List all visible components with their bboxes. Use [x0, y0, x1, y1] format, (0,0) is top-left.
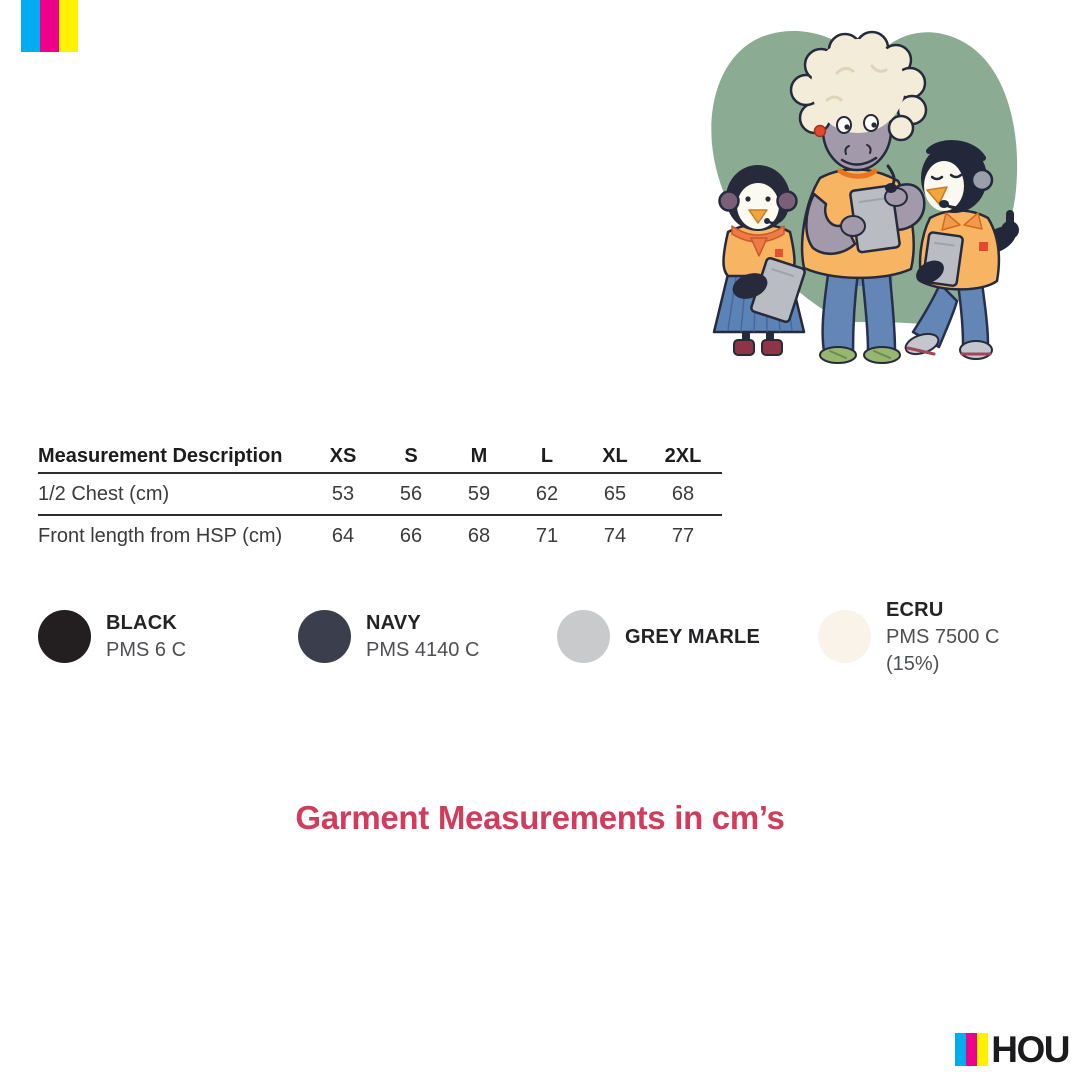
cell-value: 77 — [671, 524, 695, 547]
cell-value: 64 — [331, 524, 355, 547]
cell-value: 56 — [399, 482, 423, 505]
colorway-name: NAVY — [366, 612, 421, 634]
column-header-m: M — [470, 445, 488, 467]
granny-leg — [823, 268, 858, 351]
granny-eye — [864, 115, 878, 131]
ecru-swatch-circle — [818, 610, 871, 663]
penguin-right-thumb — [1006, 210, 1014, 226]
colorway-pms: PMS 6 C — [106, 639, 187, 661]
cell-value: 66 — [399, 524, 423, 547]
page-title: Garment Measurements in cm’s — [295, 799, 785, 836]
logo-cyan-bar — [955, 1033, 966, 1066]
penguin-left-boot — [734, 340, 754, 355]
black-swatch-circle — [38, 610, 91, 663]
grey-marle-swatch-circle — [557, 610, 610, 663]
cell-value: 65 — [603, 482, 627, 505]
support-team-illustration — [692, 18, 1032, 370]
cell-value: 68 — [671, 482, 695, 505]
cmyk-print-marks — [21, 0, 78, 52]
cyan-bar — [21, 0, 40, 52]
column-header-xl: XL — [602, 445, 628, 467]
penguin-left-chest-tag — [775, 249, 783, 257]
row-label: 1/2 Chest (cm) — [38, 482, 170, 505]
column-header-l: L — [540, 445, 554, 467]
colorway-black — [38, 610, 186, 664]
penguin-left-earmuff — [720, 192, 739, 211]
penguin-right-mic — [939, 200, 949, 208]
penguin-left-earmuff — [778, 192, 797, 211]
logo-text: HOU — [991, 1029, 1069, 1070]
row-label: Front length from HSP (cm) — [38, 524, 283, 547]
column-header-description: Measurement Description — [38, 445, 283, 467]
penguin-right-ear-cup — [972, 170, 992, 190]
penguin-left-mic — [764, 218, 770, 224]
table-row-front-length — [38, 516, 722, 556]
colorway-name: ECRU — [886, 598, 944, 621]
granny-hand — [841, 216, 865, 236]
navy-swatch-circle — [298, 610, 351, 663]
size-table-header-row — [38, 441, 722, 474]
cell-value: 71 — [535, 524, 559, 547]
cell-value: 53 — [331, 482, 355, 505]
colorway-navy — [298, 610, 479, 664]
team-illustration-svg — [692, 18, 1032, 370]
table-row-half-chest — [38, 474, 722, 516]
granny-earring — [815, 126, 826, 137]
cell-value: 59 — [467, 482, 491, 505]
granny-pupil — [871, 122, 876, 127]
penguin-right-leg — [958, 282, 988, 344]
penguin-right-chest-tag — [979, 242, 988, 251]
granny-mic — [885, 183, 897, 193]
penguin-left-character — [714, 165, 806, 355]
colorway-pms: PMS 7500 C (15%) — [886, 625, 1000, 675]
penguin-right-sneaker — [960, 341, 992, 359]
colorway-grey-marle — [557, 610, 760, 664]
yellow-bar — [59, 0, 78, 52]
size-table — [38, 441, 722, 556]
penguin-left-eye — [745, 196, 750, 201]
granny-pupil — [844, 124, 849, 129]
colorway-pms: PMS 4140 C — [366, 639, 480, 661]
hou-logo — [955, 1029, 1069, 1070]
cell-value: 62 — [535, 482, 559, 505]
column-header-xs: XS — [329, 445, 357, 467]
colorway-legend — [38, 598, 1048, 675]
column-header-s: S — [404, 445, 418, 467]
cell-value: 74 — [603, 524, 627, 547]
penguin-left-boot — [762, 340, 782, 355]
colorway-name: BLACK — [106, 612, 177, 634]
penguin-left-eye — [765, 196, 770, 201]
colorway-ecru — [818, 598, 1048, 675]
column-header-2xl: 2XL — [664, 445, 702, 467]
magenta-bar — [40, 0, 59, 52]
logo-yellow-bar — [977, 1033, 988, 1066]
colorway-name: GREY MARLE — [625, 625, 760, 648]
logo-magenta-bar — [966, 1033, 977, 1066]
granny-eye — [837, 117, 851, 133]
cell-value: 68 — [467, 524, 491, 547]
